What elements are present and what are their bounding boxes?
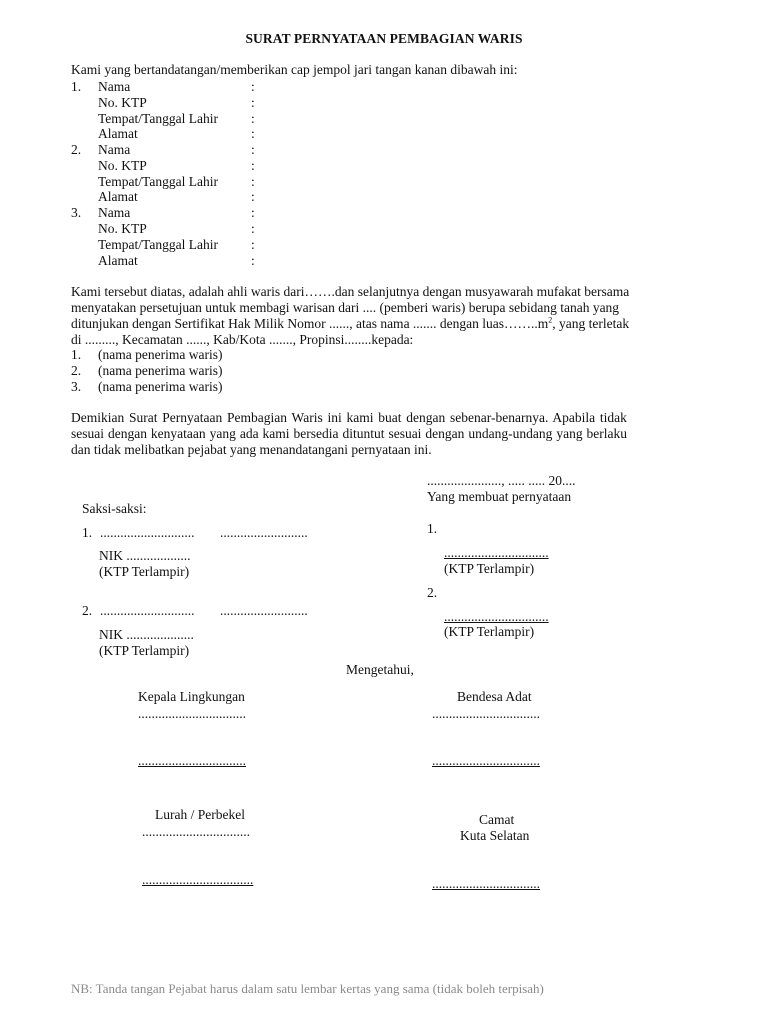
person-number: 3. xyxy=(71,205,82,220)
kepala-lingkungan-name-dots: ................................ xyxy=(138,706,246,721)
kepala-lingkungan-title: Kepala Lingkungan xyxy=(138,689,245,704)
maker-heading: Yang membuat pernyataan xyxy=(427,489,572,504)
body-line: Kami tersebut diatas, adalah ahli waris dari…….dan selanjutnya dengan musyawarah mufakat bersama xyxy=(71,284,630,299)
bendesa-adat-name-dots: ................................ xyxy=(432,706,540,721)
colon: : xyxy=(251,205,255,220)
maker-signature-line: ............................... xyxy=(444,545,549,560)
footer-note: NB: Tanda tangan Pejabat harus dalam satu lembar kertas yang sama (tidak boleh terpisah) xyxy=(71,981,544,996)
camat-subtitle: Kuta Selatan xyxy=(460,828,530,843)
field-label: No. KTP xyxy=(98,158,147,173)
intro-text: Kami yang bertandatangan/memberikan cap jempol jari tangan kanan dibawah ini: xyxy=(71,62,518,77)
field-label: Alamat xyxy=(98,253,138,268)
camat-signature: ................................ xyxy=(432,876,540,891)
maker-number: 2. xyxy=(427,585,438,600)
person-number: 2. xyxy=(71,142,82,157)
witness-signature-dots: ............................ xyxy=(100,603,195,618)
document-title: SURAT PERNYATAAN PEMBAGIAN WARIS xyxy=(245,31,523,46)
witness-name-dots: .......................... xyxy=(220,603,308,618)
bendesa-adat-title: Bendesa Adat xyxy=(457,689,532,704)
date-line: ......................, ..... ..... 20.... xyxy=(427,473,576,488)
ktp-note: (KTP Terlampir) xyxy=(444,624,535,639)
ktp-note: (KTP Terlampir) xyxy=(99,643,190,658)
field-label: Alamat xyxy=(98,126,138,141)
ktp-note: (KTP Terlampir) xyxy=(99,564,190,579)
colon: : xyxy=(251,126,255,141)
ktp-note: (KTP Terlampir) xyxy=(444,561,535,576)
colon: : xyxy=(251,111,255,126)
lurah-title: Lurah / Perbekel xyxy=(155,807,245,822)
body-line: menyatakan persetujuan untuk membagi warisan dari .... (pemberi waris) berupa sebidang tanah yang xyxy=(71,300,620,315)
superscript: 2 xyxy=(548,315,553,325)
lurah-name-dots: ................................ xyxy=(142,824,250,839)
maker-number: 1. xyxy=(427,521,438,536)
colon: : xyxy=(251,189,255,204)
field-label: Nama xyxy=(98,79,131,94)
witness-number: 2. xyxy=(82,603,93,618)
witnesses-heading: Saksi-saksi: xyxy=(82,501,147,516)
colon: : xyxy=(251,253,255,268)
witness-nik: NIK ................... xyxy=(99,548,191,563)
field-label: Tempat/Tanggal Lahir xyxy=(98,174,218,189)
kepala-lingkungan-signature: ................................ xyxy=(138,753,246,768)
lurah-signature: ................................. xyxy=(142,872,254,887)
colon: : xyxy=(251,174,255,189)
witness-name-dots: .......................... xyxy=(220,525,308,540)
witness-nik: NIK .................... xyxy=(99,627,194,642)
colon: : xyxy=(251,79,255,94)
colon: : xyxy=(251,221,255,236)
field-label: Nama xyxy=(98,142,131,157)
closing-line: sesuai dengan kenyataan yang ada kami bersedia dituntut sesuai dengan undang-undang yang berlaku xyxy=(71,426,628,441)
recipient-name: (nama penerima waris) xyxy=(98,347,223,362)
field-label: Nama xyxy=(98,205,131,220)
recipient-number: 2. xyxy=(71,363,82,378)
field-label: Tempat/Tanggal Lahir xyxy=(98,111,218,126)
witness-signature-dots: ............................ xyxy=(100,525,195,540)
field-label: No. KTP xyxy=(98,95,147,110)
camat-title: Camat xyxy=(479,812,515,827)
witness-number: 1. xyxy=(82,525,93,540)
recipient-number: 1. xyxy=(71,347,82,362)
body-line: ditunjukan dengan Sertifikat Hak Milik Nomor ......, atas nama ....... dengan $luas\dots\dots..m^2$, yang terletak xyxy=(71,315,630,331)
colon: : xyxy=(251,158,255,173)
maker-signature-line: ............................... xyxy=(444,609,549,624)
field-label: Alamat xyxy=(98,189,138,204)
colon: : xyxy=(251,142,255,157)
colon: : xyxy=(251,95,255,110)
colon: : xyxy=(251,237,255,252)
body-line: di ........., Kecamatan ......, Kab/Kota ......., Propinsi........kepada: xyxy=(71,332,414,347)
recipient-name: (nama penerima waris) xyxy=(98,363,223,378)
recipient-name: (nama penerima waris) xyxy=(98,379,223,394)
closing-line: Demikian Surat Pernyataan Pembagian Waris ini kami buat dengan sebenar-benarnya. Apabila tidak xyxy=(71,410,627,425)
closing-line: dan tidak melibatkan pejabat yang menandatangani pernyataan ini. xyxy=(71,442,432,457)
person-number: 1. xyxy=(71,79,82,94)
acknowledgement-heading: Mengetahui, xyxy=(346,662,414,677)
bendesa-adat-signature: ................................ xyxy=(432,753,540,768)
field-label: Tempat/Tanggal Lahir xyxy=(98,237,218,252)
field-label: No. KTP xyxy=(98,221,147,236)
recipient-number: 3. xyxy=(71,379,82,394)
